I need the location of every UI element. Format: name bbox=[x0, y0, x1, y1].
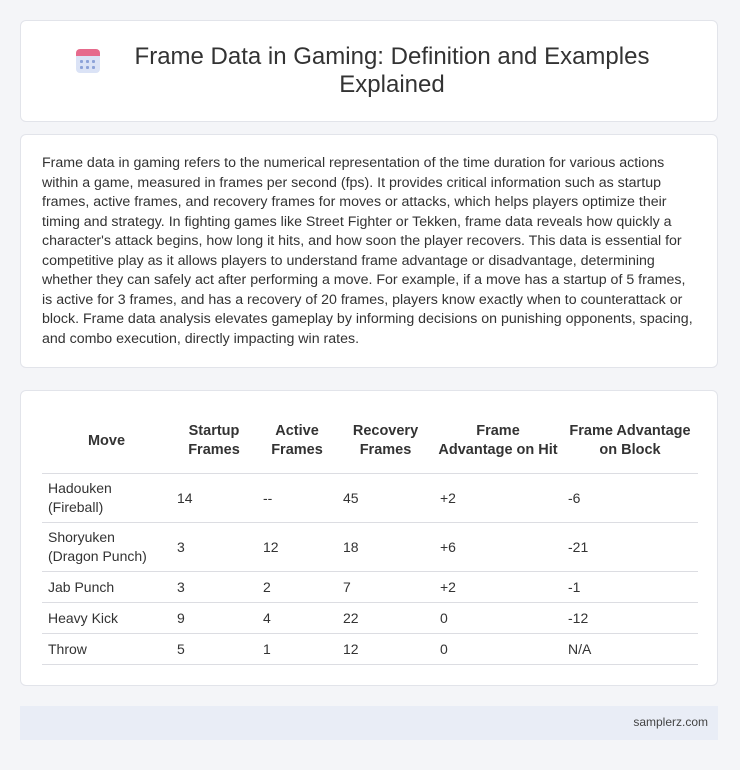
cell-advantage-block: -12 bbox=[562, 603, 698, 634]
cell-active: -- bbox=[257, 474, 337, 523]
table-row bbox=[42, 474, 698, 523]
cell-advantage-block: N/A bbox=[562, 634, 698, 665]
cell-advantage-hit: +2 bbox=[434, 474, 562, 523]
cell-active: 2 bbox=[257, 572, 337, 603]
intro-paragraph: Frame data in gaming refers to the numerical representation of the time duration for various actions within a game, measured in frames per second (fps). It provides critical information such as startup frames, active frames, and recovery frames for moves or attacks, which helps players optimize their timing and strategy. In fighting games like Street Fighter or Tekken, frame data reveals how quickly a character's attack begins, how long it hits, and how soon the player recovers. This data is essential for competitive play as it allows players to understand frame advantage or disadvantage, determining whether they can safely act after performing a move. For example, if a move has a startup of 5 frames, is active for 3 frames, and has a recovery of 20 frames, players know exactly when to counterattack or block. Frame data analysis elevates gameplay by informing decisions on punishing opponents, spacing, and combo execution, directly impacting win rates. bbox=[42, 155, 693, 347]
header-recovery: Recovery Frames bbox=[337, 411, 434, 474]
cell-startup: 5 bbox=[171, 634, 257, 665]
cell-recovery: 7 bbox=[337, 572, 434, 603]
table-row bbox=[42, 603, 698, 634]
cell-move: Hadouken (Fireball) bbox=[42, 474, 171, 523]
footer-source: samplerz.com bbox=[633, 715, 708, 729]
cell-recovery: 18 bbox=[337, 523, 434, 572]
cell-startup: 14 bbox=[171, 474, 257, 523]
cell-move: Heavy Kick bbox=[42, 603, 171, 634]
calendar-icon bbox=[76, 49, 100, 73]
cell-startup: 9 bbox=[171, 603, 257, 634]
cell-advantage-block: -1 bbox=[562, 572, 698, 603]
cell-advantage-hit: 0 bbox=[434, 634, 562, 665]
cell-advantage-block: -6 bbox=[562, 474, 698, 523]
cell-startup: 3 bbox=[171, 572, 257, 603]
footer-bar bbox=[20, 706, 718, 740]
cell-move: Throw bbox=[42, 634, 171, 665]
header-move: Move bbox=[42, 411, 171, 474]
table-row bbox=[42, 523, 698, 572]
cell-active: 12 bbox=[257, 523, 337, 572]
table-row bbox=[42, 634, 698, 665]
header-active: Active Frames bbox=[257, 411, 337, 474]
cell-active: 1 bbox=[257, 634, 337, 665]
cell-move: Shoryuken (Dragon Punch) bbox=[42, 523, 171, 572]
table-header-row bbox=[42, 411, 698, 474]
cell-move: Jab Punch bbox=[42, 572, 171, 603]
cell-startup: 3 bbox=[171, 523, 257, 572]
page-title: Frame Data in Gaming: Definition and Examples Explained bbox=[134, 43, 650, 98]
intro-card bbox=[20, 134, 718, 368]
cell-recovery: 22 bbox=[337, 603, 434, 634]
cell-recovery: 12 bbox=[337, 634, 434, 665]
table-card bbox=[20, 390, 718, 686]
frame-data-table bbox=[42, 411, 698, 665]
cell-advantage-block: -21 bbox=[562, 523, 698, 572]
cell-advantage-hit: +6 bbox=[434, 523, 562, 572]
cell-recovery: 45 bbox=[337, 474, 434, 523]
title-wrap bbox=[69, 43, 669, 99]
header-startup: Startup Frames bbox=[171, 411, 257, 474]
cell-active: 4 bbox=[257, 603, 337, 634]
cell-advantage-hit: +2 bbox=[434, 572, 562, 603]
table-row bbox=[42, 572, 698, 603]
cell-advantage-hit: 0 bbox=[434, 603, 562, 634]
header-advantage-hit: Frame Advantage on Hit bbox=[434, 411, 562, 474]
header-advantage-block: Frame Advantage on Block bbox=[562, 411, 698, 474]
title-card bbox=[20, 20, 718, 122]
